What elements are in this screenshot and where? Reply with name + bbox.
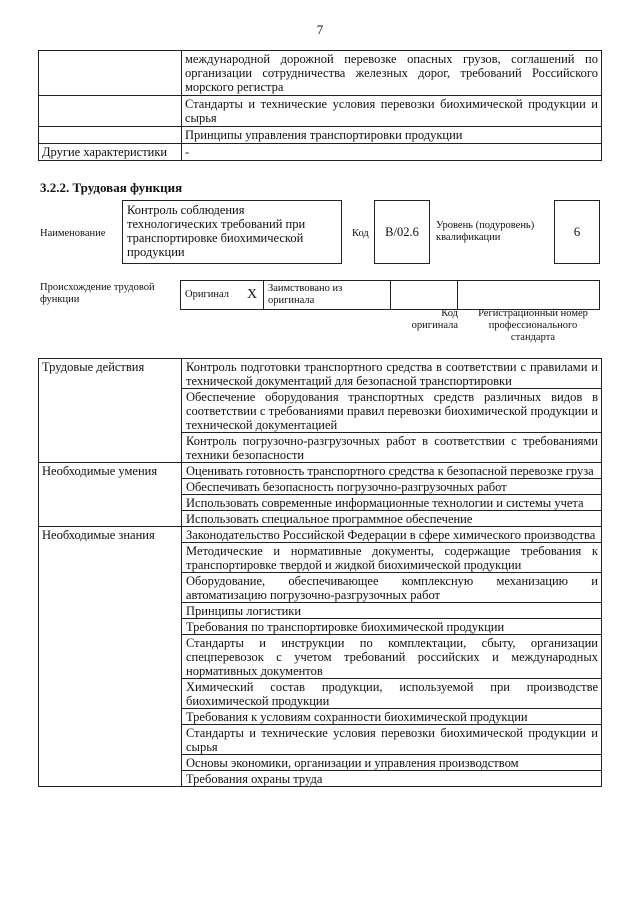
- code-label: Код: [352, 228, 369, 239]
- table-row: Оценивать готовность транспортного средства к безопасной перевозке груза: [182, 463, 602, 479]
- reg-number-caption: Регистрационный номер профессионального стандарта: [478, 308, 588, 343]
- section-label: Необходимые знания: [39, 527, 182, 787]
- table-row: Использовать современные информационные технологии и системы учета: [182, 495, 602, 511]
- table-row: Контроль погрузочно-разгрузочных работ в соответствии с требованиями техники безопасности: [182, 433, 602, 463]
- reg-number-cell: [458, 281, 600, 310]
- section-title: 3.2.2. Трудовая функция: [40, 180, 183, 195]
- section-label: Трудовые действия: [39, 359, 182, 463]
- other-characteristics-value: -: [182, 144, 602, 161]
- table-row: Принципы управления транспортировки продукции: [182, 127, 602, 144]
- table-row: Требования к условиям сохранности биохимической продукции: [182, 709, 602, 725]
- name-label: Наименование: [40, 228, 106, 239]
- continuation-table: [38, 50, 602, 161]
- page-number: 7: [316, 22, 324, 37]
- table-row: Контроль подготовки транспортного средства в соответствии с правилами и технической документаций для безопасной транспортировки: [182, 359, 602, 389]
- level-label: Уровень (подуровень) квалификации: [436, 220, 535, 243]
- table-row: Законодательство Российской Федерации в сфере химического производства: [182, 527, 602, 543]
- table-row: Стандарты и технические условия перевозки биохимической продукции и сырья: [182, 725, 602, 755]
- code-original-cell: [391, 281, 458, 310]
- table-row: Оборудование, обеспечивающее комплексную механизацию и автоматизацию погрузочно-разгрузочных работ: [182, 573, 602, 603]
- borrowed-label: Заимствовано из оригинала: [264, 281, 391, 310]
- table-row: Требования охраны труда: [182, 771, 602, 787]
- table-row: международной дорожной перевозке опасных грузов, соглашений по организации сотрудничества железных дорог, требований Российского морского регистра: [182, 51, 602, 96]
- table-row: Использовать специальное программное обеспечение: [182, 511, 602, 527]
- original-label: Оригинал: [181, 281, 242, 310]
- table-row: Основы экономики, организации и управления производством: [182, 755, 602, 771]
- section-label: Необходимые умения: [39, 463, 182, 527]
- code-original-caption: Код оригинала: [411, 308, 458, 331]
- table-row: Обеспечение оборудования транспортных средств различных видов в соответствии с требованиями правил перевозки биохимической продукции и технической документацией: [182, 389, 602, 433]
- empty-cell: [39, 51, 182, 96]
- original-mark: X: [241, 281, 264, 310]
- empty-cell: [39, 96, 182, 127]
- origin-label: Происхождение трудовой функции: [40, 282, 155, 305]
- table-row: Требования по транспортировке биохимической продукции: [182, 619, 602, 635]
- origin-table: [180, 280, 600, 310]
- table-row: Принципы логистики: [182, 603, 602, 619]
- other-characteristics-label: Другие характеристики: [39, 144, 182, 161]
- table-row: Методические и нормативные документы, содержащие требования к транспортировке твердой и жидкой биохимической продукции: [182, 543, 602, 573]
- table-row: Химический состав продукции, используемой при производстве биохимической продукции: [182, 679, 602, 709]
- table-row: Обеспечивать безопасность погрузочно-разгрузочных работ: [182, 479, 602, 495]
- function-code: В/02.6: [374, 200, 430, 264]
- table-row: Стандарты и технические условия перевозки биохимической продукции и сырья: [182, 96, 602, 127]
- labor-function-table: [38, 358, 602, 787]
- level-value: 6: [554, 200, 600, 264]
- empty-cell: [39, 127, 182, 144]
- function-name: Контроль соблюдения технологических требований при транспортировке биохимической продукции: [122, 200, 342, 264]
- table-row: Стандарты и инструкции по комплектации, сбыту, организации спецперевозок с учетом требований российских и международных нормативных документов: [182, 635, 602, 679]
